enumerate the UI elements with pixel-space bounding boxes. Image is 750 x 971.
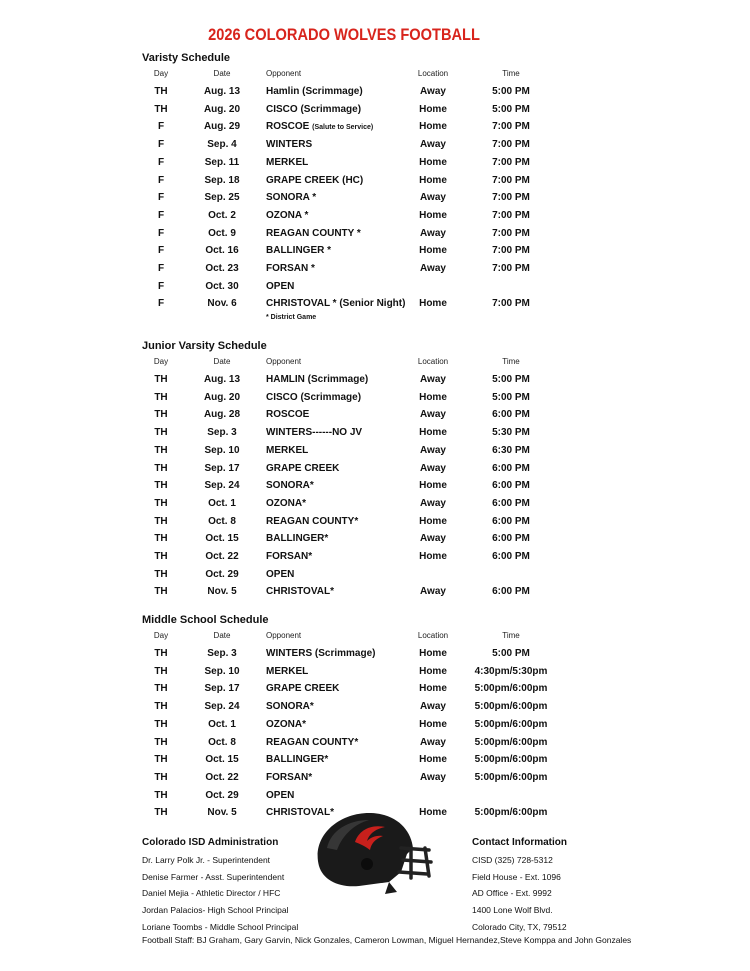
game-opponent: BALLINGER* (266, 754, 329, 766)
schedule-row (0, 442, 750, 460)
schedule-row (0, 225, 750, 243)
game-date: Oct. 22 (205, 771, 239, 783)
game-date: Aug. 20 (203, 103, 241, 115)
schedule-row (0, 260, 750, 278)
schedule-row (0, 495, 750, 513)
jv-title: Junior Varsity Schedule (142, 340, 267, 352)
schedule-row (0, 751, 750, 769)
contact-line: Field House - Ext. 1096 (472, 871, 561, 882)
schedule-row (0, 769, 750, 787)
schedule-row (0, 278, 750, 296)
game-opponent: REAGAN COUNTY * (266, 227, 361, 239)
game-day: TH (154, 789, 168, 801)
game-opponent: ROSCOE (266, 121, 310, 133)
contact-line: CISD (325) 728-5312 (472, 855, 553, 865)
game-date: Sep. 17 (204, 683, 240, 695)
game-opponent: GRAPE CREEK (HC) (266, 174, 364, 186)
schedule-row (0, 295, 750, 313)
game-time: 7:00 PM (492, 298, 530, 310)
game-location: Home (419, 121, 447, 133)
game-opponent: GRAPE CREEK (266, 462, 340, 474)
admin-line: Daniel Mejia - Athletic Director / HFC (142, 888, 281, 899)
game-time: 5:00 PM (492, 374, 530, 385)
col-location: Location (417, 69, 449, 78)
schedule-row (0, 530, 750, 548)
game-opponent: FORSAN* (266, 771, 313, 783)
game-day: TH (154, 427, 168, 439)
game-location: Home (419, 754, 447, 766)
schedule-row (0, 371, 750, 389)
game-time: 5:00pm/6:00pm (474, 683, 548, 695)
game-time: 7:00 PM (492, 156, 530, 168)
game-time: 7:00 PM (492, 121, 530, 133)
game-day: F (157, 174, 165, 186)
game-location: Home (419, 515, 447, 527)
game-day: TH (154, 533, 168, 545)
game-date: Oct. 16 (205, 245, 239, 257)
ms-title: Middle School Schedule (142, 614, 269, 626)
game-date: Aug. 13 (203, 374, 241, 385)
game-location: Home (419, 551, 447, 562)
schedule-row (0, 566, 750, 584)
game-time: 5:00pm/6:00pm (474, 771, 548, 783)
game-date: Oct. 1 (208, 718, 236, 730)
opponent-note: (Salute to Service) (312, 124, 374, 132)
schedule-row (0, 680, 750, 698)
game-opponent: HAMLIN (Scrimmage) (266, 374, 369, 385)
game-day: TH (154, 718, 168, 730)
game-day: F (157, 245, 165, 257)
game-day: TH (154, 771, 168, 783)
schedule-row (0, 583, 750, 601)
game-time: 6:00 PM (492, 497, 530, 509)
game-date: Nov. 5 (207, 586, 237, 598)
game-location: Away (420, 736, 446, 748)
game-location: Away (420, 462, 446, 474)
game-location: Home (419, 480, 447, 492)
contact-line: Colorado City, TX, 79512 (472, 921, 567, 932)
col-day: Day (153, 69, 169, 78)
schedule-row (0, 477, 750, 495)
game-location: Away (420, 586, 446, 598)
game-opponent: CHRISTOVAL* (266, 807, 334, 819)
game-location: Away (420, 444, 446, 456)
game-location: Away (420, 533, 446, 545)
game-day: TH (154, 103, 168, 115)
game-time: 7:00 PM (492, 245, 530, 257)
game-date: Oct. 30 (205, 280, 239, 292)
game-date: Oct. 9 (208, 227, 236, 239)
schedule-row (0, 734, 750, 752)
game-time: 5:00 PM (492, 103, 530, 115)
game-opponent: FORSAN * (266, 263, 315, 274)
game-date: Nov. 5 (207, 807, 237, 819)
footer (0, 833, 750, 968)
admin-block (142, 833, 298, 935)
game-time: 7:00 PM (492, 263, 530, 274)
col-time: Time (502, 357, 520, 366)
col-location: Location (417, 357, 449, 366)
schedule-row (0, 698, 750, 716)
ms-header (0, 631, 750, 643)
game-opponent: Hamlin (Scrimmage) (266, 86, 363, 97)
game-time: 4:30pm/5:30pm (474, 665, 548, 677)
game-opponent: CISCO (Scrimmage) (266, 103, 362, 115)
game-location: Home (419, 209, 447, 221)
col-time: Time (502, 631, 520, 640)
game-date: Sep. 24 (204, 480, 240, 492)
game-time: 6:00 PM (492, 409, 530, 421)
schedule-row (0, 787, 750, 805)
game-opponent: REAGAN COUNTY* (266, 736, 359, 748)
game-opponent: CISCO (Scrimmage) (266, 391, 362, 403)
col-opponent: Opponent (266, 69, 302, 78)
game-opponent: ROSCOE (266, 409, 310, 421)
game-date: Oct. 15 (205, 533, 239, 545)
game-location: Home (419, 807, 447, 819)
col-opponent: Opponent (266, 357, 302, 366)
game-time: 6:00 PM (492, 533, 530, 545)
game-location: Home (419, 103, 447, 115)
game-day: TH (154, 683, 168, 695)
game-location: Home (419, 683, 447, 695)
game-location: Away (420, 192, 446, 204)
game-time: 7:00 PM (492, 174, 530, 186)
game-day: TH (154, 586, 168, 598)
game-day: TH (154, 515, 168, 527)
game-opponent: BALLINGER* (266, 533, 329, 545)
col-time: Time (502, 69, 520, 78)
game-time: 6:00 PM (492, 480, 530, 492)
admin-title: Colorado ISD Administration (142, 837, 279, 848)
schedule-row (0, 389, 750, 407)
game-time: 5:00pm/6:00pm (474, 807, 548, 819)
varsity-title: Varisty Schedule (142, 52, 231, 64)
schedule-row (0, 154, 750, 172)
game-day: F (157, 298, 165, 310)
game-date: Oct. 29 (205, 568, 239, 580)
game-opponent: SONORA* (266, 480, 314, 492)
schedule-row (0, 172, 750, 190)
game-location: Away (420, 227, 446, 239)
game-opponent: OZONA * (266, 209, 309, 221)
game-opponent: OPEN (266, 280, 295, 292)
game-opponent: SONORA * (266, 192, 317, 204)
game-time: 7:00 PM (492, 209, 530, 221)
game-date: Sep. 10 (204, 665, 240, 677)
game-date: Oct. 8 (208, 515, 236, 527)
admin-line: Loriane Toombs - Middle School Principal (142, 921, 299, 932)
game-location: Away (420, 139, 446, 151)
game-date: Sep. 25 (204, 192, 240, 204)
game-opponent: CHRISTOVAL* (266, 586, 334, 598)
game-location: Home (419, 665, 447, 677)
game-date: Aug. 13 (203, 86, 241, 97)
game-time: 6:00 PM (492, 551, 530, 562)
game-day: F (157, 192, 165, 204)
game-opponent: MERKEL (266, 156, 309, 168)
game-date: Aug. 20 (203, 391, 241, 403)
col-date: Date (213, 631, 231, 640)
game-date: Sep. 3 (207, 427, 237, 439)
contact-title: Contact Information (472, 837, 567, 848)
game-location: Away (420, 497, 446, 509)
game-date: Aug. 28 (203, 409, 241, 421)
game-day: TH (154, 754, 168, 766)
game-location: Home (419, 391, 447, 403)
game-opponent: OZONA* (266, 718, 306, 730)
jv-header (0, 357, 750, 369)
game-day: TH (154, 568, 168, 580)
game-location: Away (420, 374, 446, 385)
game-location: Home (419, 298, 447, 310)
game-location: Away (420, 263, 446, 274)
game-day: F (157, 209, 165, 221)
game-location: Home (419, 156, 447, 168)
game-opponent: MERKEL (266, 444, 309, 456)
game-day: TH (154, 444, 168, 456)
game-day: TH (154, 551, 168, 562)
schedule-row (0, 513, 750, 531)
game-day: TH (154, 391, 168, 403)
game-day: TH (154, 409, 168, 421)
game-date: Sep. 3 (207, 648, 237, 659)
game-date: Oct. 1 (208, 497, 236, 509)
game-time: 6:00 PM (492, 462, 530, 474)
football-staff: Football Staff: BJ Graham, Gary Garvin, Nick Gonzales, Cameron Lowman, Miguel Hernandez,Steve Komppa and John Gonzales (142, 935, 632, 945)
col-date: Date (213, 357, 231, 366)
game-date: Sep. 18 (204, 174, 240, 186)
admin-line: Dr. Larry Polk Jr. - Superintendent (142, 855, 271, 865)
col-opponent: Opponent (266, 631, 302, 640)
game-date: Oct. 8 (208, 736, 236, 748)
game-time: 7:00 PM (492, 139, 530, 151)
schedule-row (0, 424, 750, 442)
game-day: TH (154, 665, 168, 677)
game-day: TH (154, 462, 168, 474)
game-date: Oct. 15 (205, 754, 239, 766)
game-opponent: OPEN (266, 568, 295, 580)
game-day: TH (154, 736, 168, 748)
schedule-row (0, 716, 750, 734)
col-day: Day (153, 357, 169, 366)
page-title: 2026 COLORADO WOLVES FOOTBALL (208, 25, 480, 44)
schedule-row (0, 406, 750, 424)
game-opponent: WINTERS------NO JV (266, 427, 363, 439)
game-time: 5:00pm/6:00pm (474, 718, 548, 730)
game-opponent: OPEN (266, 789, 295, 801)
schedule-row (0, 460, 750, 478)
col-location: Location (417, 631, 449, 640)
game-opponent: REAGAN COUNTY* (266, 515, 359, 527)
game-day: TH (154, 374, 168, 385)
game-opponent: CHRISTOVAL * (Senior Night) (266, 298, 406, 310)
game-day: F (157, 121, 165, 133)
game-day: TH (154, 86, 168, 97)
schedule-row (0, 101, 750, 119)
schedule-row (0, 136, 750, 154)
game-time: 5:30 PM (492, 427, 530, 439)
game-opponent: WINTERS (266, 139, 313, 151)
game-location: Home (419, 648, 447, 659)
admin-line: Denise Farmer - Asst. Superintendent (142, 871, 285, 882)
game-time: 5:00 PM (492, 648, 530, 659)
schedule-row (0, 645, 750, 663)
schedule-row (0, 207, 750, 225)
game-opponent: BALLINGER * (266, 245, 331, 257)
game-time: 5:00pm/6:00pm (474, 701, 548, 713)
game-time: 7:00 PM (492, 192, 530, 204)
district-note: * District Game (266, 314, 317, 321)
game-date: Sep. 24 (204, 701, 240, 713)
game-time: 5:00 PM (492, 86, 530, 97)
game-opponent: FORSAN* (266, 551, 313, 562)
game-date: Oct. 22 (205, 551, 239, 562)
game-date: Sep. 10 (204, 444, 240, 456)
game-opponent: WINTERS (Scrimmage) (266, 648, 376, 659)
game-day: F (157, 227, 165, 239)
game-day: F (157, 139, 165, 151)
game-day: TH (154, 701, 168, 713)
contact-line: 1400 Lone Wolf Blvd. (472, 905, 553, 916)
admin-line: Jordan Palacios- High School Principal (142, 905, 289, 916)
game-time: 6:30 PM (492, 444, 530, 456)
game-date: Nov. 6 (207, 298, 237, 310)
game-day: TH (154, 497, 168, 509)
schedule-row (0, 242, 750, 260)
game-location: Home (419, 245, 447, 257)
game-location: Home (419, 174, 447, 186)
col-day: Day (153, 631, 169, 640)
game-time: 7:00 PM (492, 227, 530, 239)
game-location: Away (420, 771, 446, 783)
game-time: 5:00pm/6:00pm (474, 736, 548, 748)
game-opponent: MERKEL (266, 665, 309, 677)
game-date: Sep. 17 (204, 462, 240, 474)
game-location: Away (420, 409, 446, 421)
schedule-row (0, 663, 750, 681)
game-date: Sep. 11 (204, 156, 240, 168)
game-location: Home (419, 427, 447, 439)
schedule-row (0, 118, 750, 136)
game-day: F (157, 263, 165, 274)
game-date: Sep. 4 (207, 139, 237, 151)
game-location: Home (419, 718, 447, 730)
game-opponent: GRAPE CREEK (266, 683, 340, 695)
col-date: Date (213, 69, 231, 78)
game-opponent: SONORA* (266, 701, 314, 713)
game-time: 5:00pm/6:00pm (474, 754, 548, 766)
schedule-row (0, 189, 750, 207)
contact-block (472, 833, 567, 935)
opponent-with-note (266, 118, 373, 137)
game-time: 5:00 PM (492, 391, 530, 403)
game-day: TH (154, 480, 168, 492)
game-location: Away (420, 86, 446, 97)
game-date: Oct. 29 (205, 789, 239, 801)
game-day: F (157, 156, 165, 168)
contact-line: AD Office - Ext. 9992 (472, 888, 552, 899)
game-date: Oct. 2 (208, 209, 236, 221)
schedule-row (0, 83, 750, 101)
game-location: Away (420, 701, 446, 713)
varsity-header (0, 69, 750, 81)
game-time: 6:00 PM (492, 586, 530, 598)
game-date: Oct. 23 (205, 263, 239, 274)
game-day: TH (154, 807, 168, 819)
schedule-row (0, 548, 750, 566)
game-date: Aug. 29 (203, 121, 241, 133)
game-time: 6:00 PM (492, 515, 530, 527)
game-opponent: OZONA* (266, 497, 306, 509)
game-day: F (157, 280, 165, 292)
game-day: TH (154, 648, 168, 659)
